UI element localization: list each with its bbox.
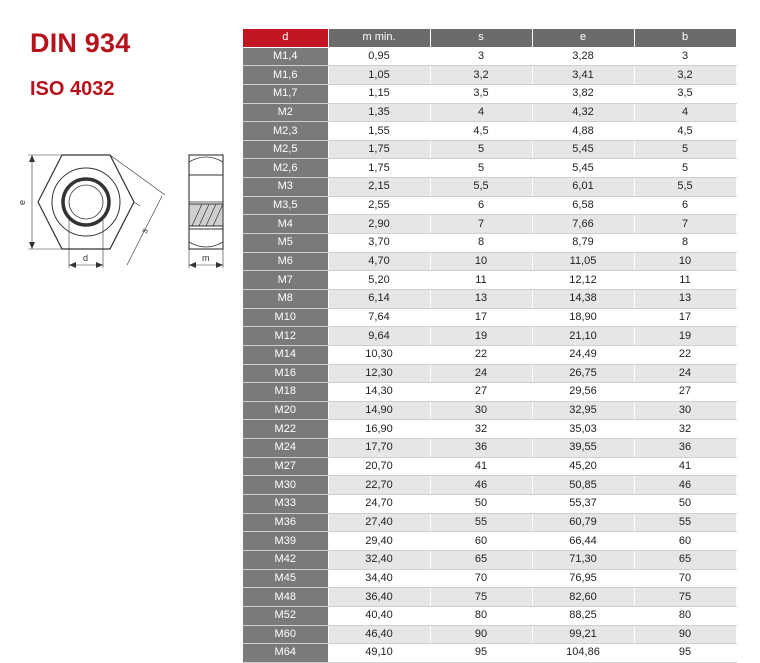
value-cell: 27,40 [328,513,430,532]
table-row [243,644,736,663]
size-cell: M4 [243,215,328,234]
value-cell: 4,88 [532,122,634,141]
value-cell: 3 [430,47,532,66]
value-cell: 5 [430,140,532,159]
value-cell: 36,40 [328,588,430,607]
table-row [243,364,736,383]
value-cell: 70 [430,569,532,588]
value-cell: 29,40 [328,532,430,551]
value-cell: 60,79 [532,513,634,532]
value-cell: 10 [430,252,532,271]
value-cell: 60 [634,532,736,551]
table-row [243,327,736,346]
value-cell: 3,70 [328,234,430,253]
value-cell: 1,55 [328,122,430,141]
value-cell: 6,14 [328,289,430,308]
value-cell: 3,41 [532,66,634,85]
value-cell: 95 [430,644,532,663]
value-cell: 41 [430,457,532,476]
table-row [243,345,736,364]
value-cell: 6,58 [532,196,634,215]
value-cell: 60 [430,532,532,551]
value-cell: 9,64 [328,327,430,346]
value-cell: 27 [634,383,736,402]
value-cell: 8 [430,234,532,253]
value-cell: 65 [430,550,532,569]
value-cell: 55,37 [532,495,634,514]
size-cell: M2,3 [243,122,328,141]
value-cell: 5,5 [430,178,532,197]
value-cell: 65 [634,550,736,569]
value-cell: 13 [430,289,532,308]
value-cell: 22 [634,345,736,364]
table-row [243,159,736,178]
size-cell: M3 [243,178,328,197]
iso-subtitle: ISO 4032 [30,78,115,100]
value-cell: 16,90 [328,420,430,439]
value-cell: 11 [430,271,532,290]
value-cell: 29,56 [532,383,634,402]
value-cell: 46 [634,476,736,495]
value-cell: 8 [634,234,736,253]
table-row [243,140,736,159]
size-cell: M27 [243,457,328,476]
size-cell: M39 [243,532,328,551]
value-cell: 7,64 [328,308,430,327]
size-cell: M2,6 [243,159,328,178]
value-cell: 36 [430,439,532,458]
value-cell: 95 [634,644,736,663]
value-cell: 55 [634,513,736,532]
size-cell: M45 [243,569,328,588]
table-row [243,606,736,625]
value-cell: 2,15 [328,178,430,197]
value-cell: 3,5 [634,84,736,103]
size-cell: M2,5 [243,140,328,159]
value-cell: 50 [634,495,736,514]
value-cell: 36 [634,439,736,458]
value-cell: 0,95 [328,47,430,66]
table-row [243,234,736,253]
size-cell: M5 [243,234,328,253]
value-cell: 66,44 [532,532,634,551]
table-row [243,420,736,439]
label-m: m [202,253,210,263]
value-cell: 5,20 [328,271,430,290]
value-cell: 1,75 [328,159,430,178]
value-cell: 10,30 [328,345,430,364]
value-cell: 5 [634,140,736,159]
table-row [243,271,736,290]
value-cell: 1,35 [328,103,430,122]
value-cell: 90 [430,625,532,644]
value-cell: 14,90 [328,401,430,420]
value-cell: 4,32 [532,103,634,122]
table-row [243,66,736,85]
value-cell: 5 [430,159,532,178]
table-row [243,383,736,402]
size-cell: M7 [243,271,328,290]
size-cell: M12 [243,327,328,346]
table-row [243,252,736,271]
value-cell: 24 [430,364,532,383]
size-cell: M1,7 [243,84,328,103]
table-row [243,215,736,234]
value-cell: 24,70 [328,495,430,514]
value-cell: 3,5 [430,84,532,103]
size-cell: M6 [243,252,328,271]
value-cell: 39,55 [532,439,634,458]
value-cell: 7,66 [532,215,634,234]
table-row [243,178,736,197]
table-row [243,457,736,476]
column-header: d [243,29,328,47]
table-row [243,122,736,141]
value-cell: 5,5 [634,178,736,197]
value-cell: 17 [634,308,736,327]
value-cell: 27 [430,383,532,402]
column-header: b [634,29,736,47]
value-cell: 35,03 [532,420,634,439]
value-cell: 70 [634,569,736,588]
hex-nut-drawing [12,140,242,280]
table-row [243,289,736,308]
size-cell: M60 [243,625,328,644]
size-cell: M36 [243,513,328,532]
size-cell: M10 [243,308,328,327]
value-cell: 32,95 [532,401,634,420]
value-cell: 75 [430,588,532,607]
value-cell: 13 [634,289,736,308]
value-cell: 11 [634,271,736,290]
table-body [243,47,736,662]
label-d: d [83,253,89,263]
table-row [243,47,736,66]
value-cell: 4 [430,103,532,122]
value-cell: 4,70 [328,252,430,271]
value-cell: 49,10 [328,644,430,663]
size-cell: M8 [243,289,328,308]
size-cell: M22 [243,420,328,439]
value-cell: 1,05 [328,66,430,85]
value-cell: 22,70 [328,476,430,495]
value-cell: 5 [634,159,736,178]
value-cell: 40,40 [328,606,430,625]
label-e: e [17,199,27,205]
value-cell: 10 [634,252,736,271]
column-header: m min. [328,29,430,47]
size-cell: M30 [243,476,328,495]
value-cell: 50,85 [532,476,634,495]
value-cell: 7 [634,215,736,234]
value-cell: 41 [634,457,736,476]
value-cell: 4,5 [430,122,532,141]
value-cell: 80 [634,606,736,625]
value-cell: 3,82 [532,84,634,103]
value-cell: 6 [430,196,532,215]
label-s: s [139,226,150,235]
value-cell: 45,20 [532,457,634,476]
value-cell: 71,30 [532,550,634,569]
value-cell: 22 [430,345,532,364]
value-cell: 2,55 [328,196,430,215]
value-cell: 18,90 [532,308,634,327]
column-header: s [430,29,532,47]
size-cell: M42 [243,550,328,569]
column-header: e [532,29,634,47]
table-row [243,103,736,122]
value-cell: 19 [634,327,736,346]
value-cell: 5,45 [532,140,634,159]
table-row [243,308,736,327]
size-cell: M18 [243,383,328,402]
value-cell: 26,75 [532,364,634,383]
size-cell: M1,6 [243,66,328,85]
value-cell: 11,05 [532,252,634,271]
value-cell: 32 [634,420,736,439]
value-cell: 34,40 [328,569,430,588]
table-row [243,196,736,215]
dimensions-table [243,29,737,663]
value-cell: 1,75 [328,140,430,159]
value-cell: 3,28 [532,47,634,66]
value-cell: 3,2 [430,66,532,85]
table-row [243,439,736,458]
value-cell: 82,60 [532,588,634,607]
value-cell: 1,15 [328,84,430,103]
table-row [243,569,736,588]
value-cell: 21,10 [532,327,634,346]
value-cell: 75 [634,588,736,607]
value-cell: 4,5 [634,122,736,141]
value-cell: 7 [430,215,532,234]
value-cell: 46 [430,476,532,495]
size-cell: M48 [243,588,328,607]
value-cell: 46,40 [328,625,430,644]
value-cell: 24 [634,364,736,383]
table-header-row [243,29,736,47]
value-cell: 14,30 [328,383,430,402]
value-cell: 104,86 [532,644,634,663]
value-cell: 32,40 [328,550,430,569]
value-cell: 8,79 [532,234,634,253]
value-cell: 4 [634,103,736,122]
table-row [243,588,736,607]
size-cell: M52 [243,606,328,625]
value-cell: 14,38 [532,289,634,308]
value-cell: 30 [634,401,736,420]
table-row [243,513,736,532]
value-cell: 24,49 [532,345,634,364]
value-cell: 88,25 [532,606,634,625]
value-cell: 50 [430,495,532,514]
table-row [243,476,736,495]
value-cell: 55 [430,513,532,532]
value-cell: 6,01 [532,178,634,197]
value-cell: 76,95 [532,569,634,588]
value-cell: 6 [634,196,736,215]
table-row [243,84,736,103]
standard-title: DIN 934 [30,28,131,58]
value-cell: 17 [430,308,532,327]
size-cell: M20 [243,401,328,420]
value-cell: 19 [430,327,532,346]
value-cell: 20,70 [328,457,430,476]
size-cell: M33 [243,495,328,514]
value-cell: 32 [430,420,532,439]
size-cell: M24 [243,439,328,458]
value-cell: 5,45 [532,159,634,178]
size-cell: M16 [243,364,328,383]
value-cell: 3,2 [634,66,736,85]
size-cell: M2 [243,103,328,122]
value-cell: 90 [634,625,736,644]
value-cell: 80 [430,606,532,625]
table-row [243,495,736,514]
value-cell: 3 [634,47,736,66]
value-cell: 99,21 [532,625,634,644]
size-cell: M1,4 [243,47,328,66]
table-row [243,401,736,420]
value-cell: 2,90 [328,215,430,234]
table-row [243,625,736,644]
value-cell: 30 [430,401,532,420]
size-cell: M64 [243,644,328,663]
value-cell: 12,12 [532,271,634,290]
table-row [243,532,736,551]
size-cell: M14 [243,345,328,364]
value-cell: 12,30 [328,364,430,383]
size-cell: M3,5 [243,196,328,215]
value-cell: 17,70 [328,439,430,458]
table-row [243,550,736,569]
